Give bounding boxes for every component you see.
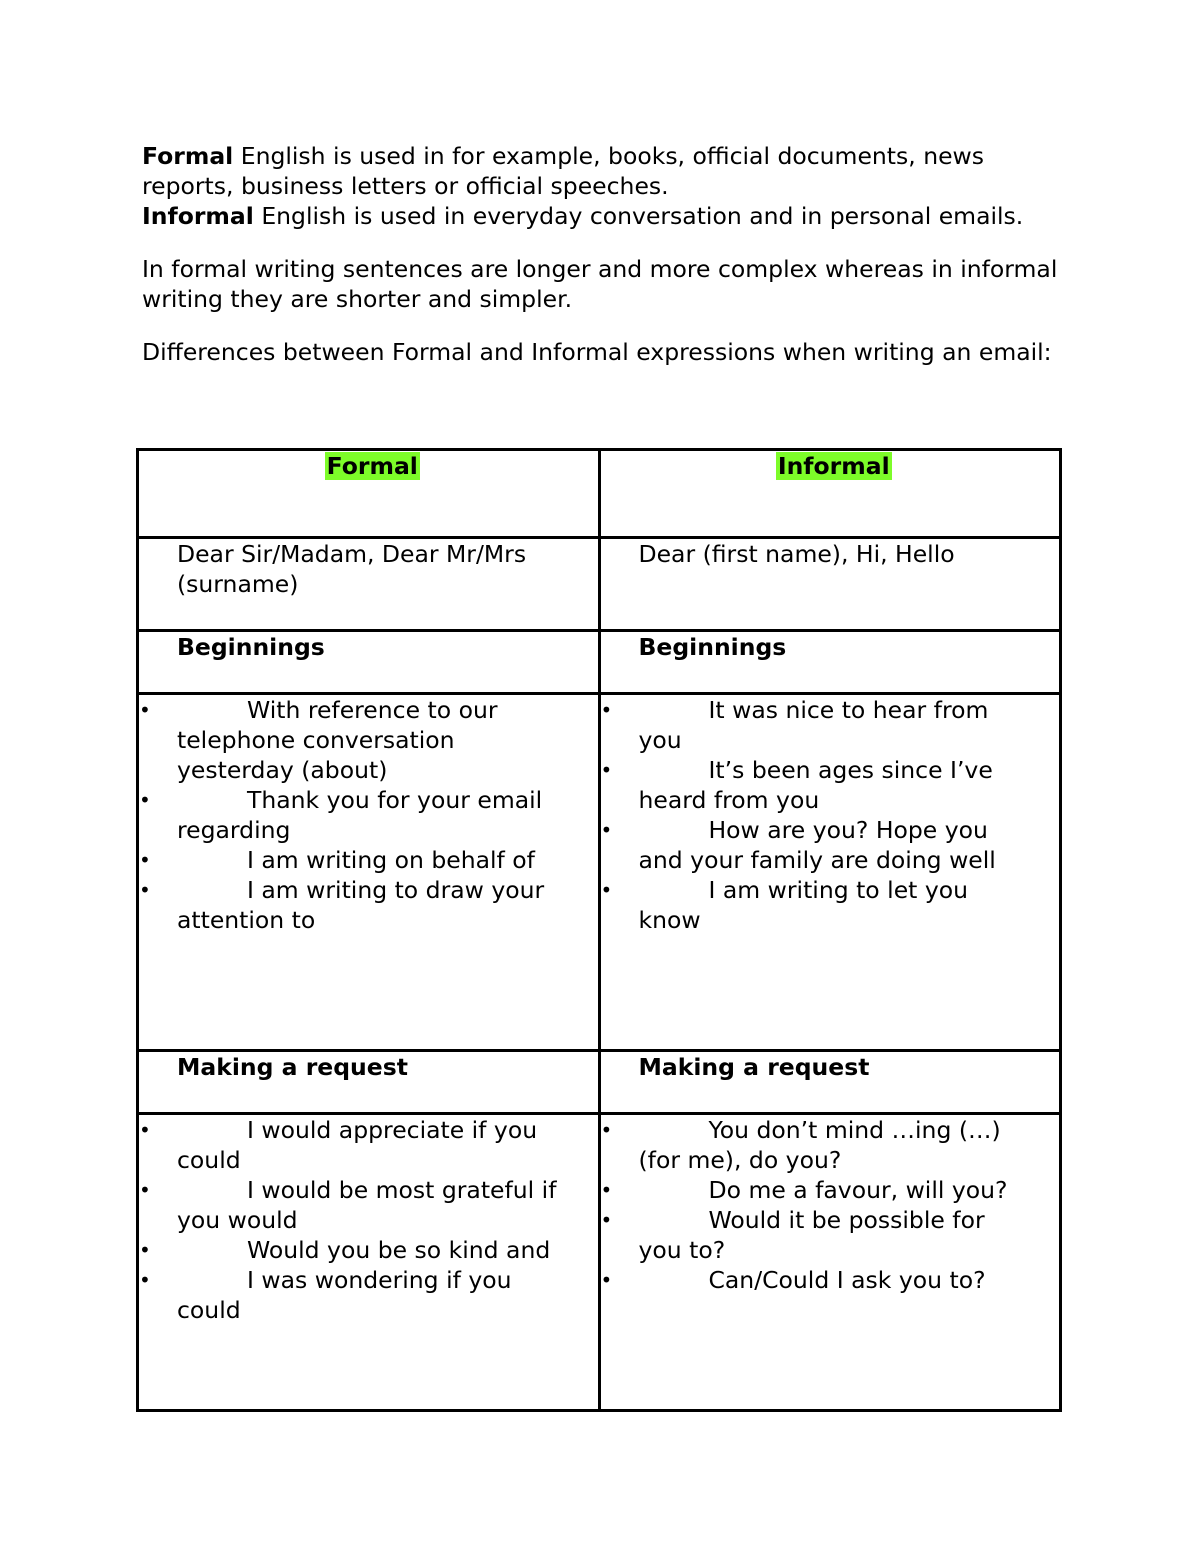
list-item: • How are you? Hope you and your family are doing well xyxy=(639,815,1030,875)
greeting-formal: Dear Sir/Madam, Dear Mr/Mrs (surname) xyxy=(138,538,600,631)
beginnings-formal-cell xyxy=(138,694,600,1051)
list-item: • With reference to our telephone conversation yesterday (about) xyxy=(177,695,568,785)
requests-formal-list xyxy=(177,1115,568,1325)
beginnings-informal-cell xyxy=(599,694,1061,1051)
requests-formal-cell xyxy=(138,1114,600,1411)
requests-informal-list xyxy=(639,1115,1030,1295)
intro-paragraph-informal xyxy=(142,201,1072,231)
beginnings-label-informal: Beginnings xyxy=(599,631,1061,694)
comparison-table xyxy=(136,448,1062,1412)
formal-term: Formal xyxy=(142,142,234,170)
intro-text xyxy=(142,141,1072,367)
list-item: • I am writing to draw your attention to xyxy=(177,875,568,935)
requests-label-formal: Making a request xyxy=(138,1051,600,1114)
list-item: • I am writing to let you know xyxy=(639,875,1030,935)
list-item: • Would you be so kind and xyxy=(177,1235,568,1265)
list-item: • I was wondering if you could xyxy=(177,1265,568,1325)
list-item: • Do me a favour, will you? xyxy=(639,1175,1030,1205)
header-formal: Formal xyxy=(326,452,418,480)
formal-description: English is used in for example, books, official documents, news reports, business letters or official speeches. xyxy=(142,142,985,200)
list-item: • It’s been ages since I’ve heard from you xyxy=(639,755,1030,815)
beginnings-label-formal: Beginnings xyxy=(138,631,600,694)
intro-paragraph-sentences: In formal writing sentences are longer and more complex whereas in informal writing they are shorter and simpler. xyxy=(142,255,1058,313)
requests-label-informal: Making a request xyxy=(599,1051,1061,1114)
informal-term: Informal xyxy=(142,202,254,230)
beginnings-list-row xyxy=(138,694,1061,1051)
requests-label-row xyxy=(138,1051,1061,1114)
list-item: • You don’t mind …ing (…) (for me), do you? xyxy=(639,1115,1030,1175)
list-item: • I am writing on behalf of xyxy=(177,845,568,875)
header-cell-informal xyxy=(599,450,1061,538)
list-item: • I would be most grateful if you would xyxy=(177,1175,568,1235)
list-item: • Would it be possible for you to? xyxy=(639,1205,1030,1265)
requests-list-row xyxy=(138,1114,1061,1411)
list-item: • It was nice to hear from you xyxy=(639,695,1030,755)
list-item: • Thank you for your email regarding xyxy=(177,785,568,845)
intro-paragraph-formal xyxy=(142,141,1072,201)
header-informal: Informal xyxy=(777,452,890,480)
informal-description: English is used in everyday conversation and in personal emails. xyxy=(253,202,1024,230)
list-item: • Can/Could I ask you to? xyxy=(639,1265,1030,1295)
header-row xyxy=(138,450,1061,538)
beginnings-label-row xyxy=(138,631,1061,694)
greetings-row xyxy=(138,538,1061,631)
header-cell-formal xyxy=(138,450,600,538)
intro-paragraph-differences: Differences between Formal and Informal expressions when writing an email: xyxy=(142,338,1052,366)
list-item: • I would appreciate if you could xyxy=(177,1115,568,1175)
beginnings-formal-list xyxy=(177,695,568,935)
requests-informal-cell xyxy=(599,1114,1061,1411)
beginnings-informal-list xyxy=(639,695,1030,935)
greeting-informal: Dear (first name), Hi, Hello xyxy=(599,538,1061,631)
